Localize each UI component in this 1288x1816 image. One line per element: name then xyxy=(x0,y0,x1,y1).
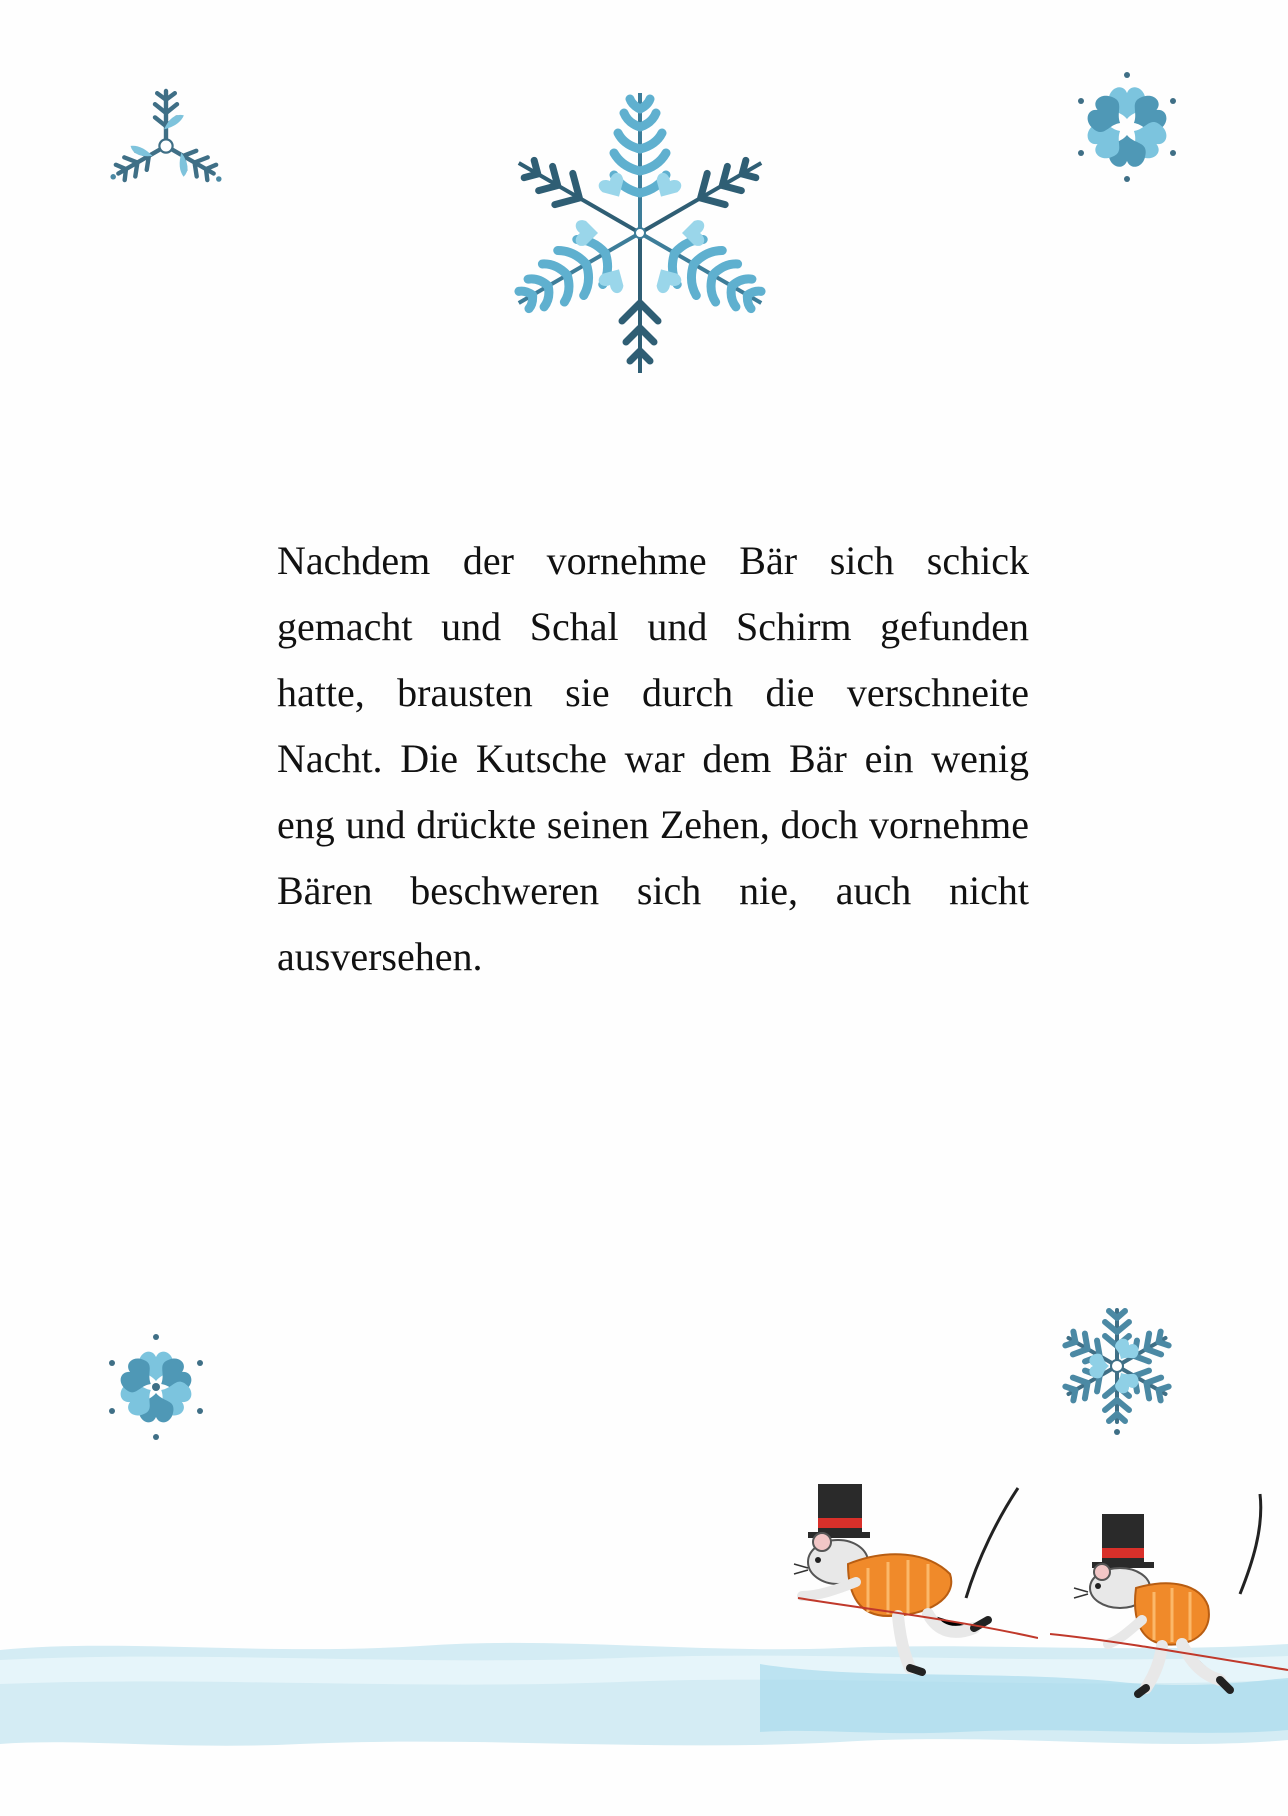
small-snowflake-icon xyxy=(1063,68,1191,186)
snowflake-icon xyxy=(100,80,232,212)
mouse-coachman-icon xyxy=(778,1478,1038,1678)
story-text: Nachdem der vornehme Bär sich schick gemacht und Schal und Schirm gefunden hatte, brausten sie durch die verschneite Nacht. Die Kutsche war dem Bär ein wenig eng und drückte seinen Zehen, doch vornehme Bären beschweren sich nie, auch nicht ausversehen. xyxy=(277,538,1029,979)
small-snowflake-icon xyxy=(96,1328,216,1446)
mouse-coachman-icon xyxy=(1050,1484,1288,1700)
snowflake-icon xyxy=(1055,1296,1179,1436)
large-snowflake-icon xyxy=(495,85,785,380)
